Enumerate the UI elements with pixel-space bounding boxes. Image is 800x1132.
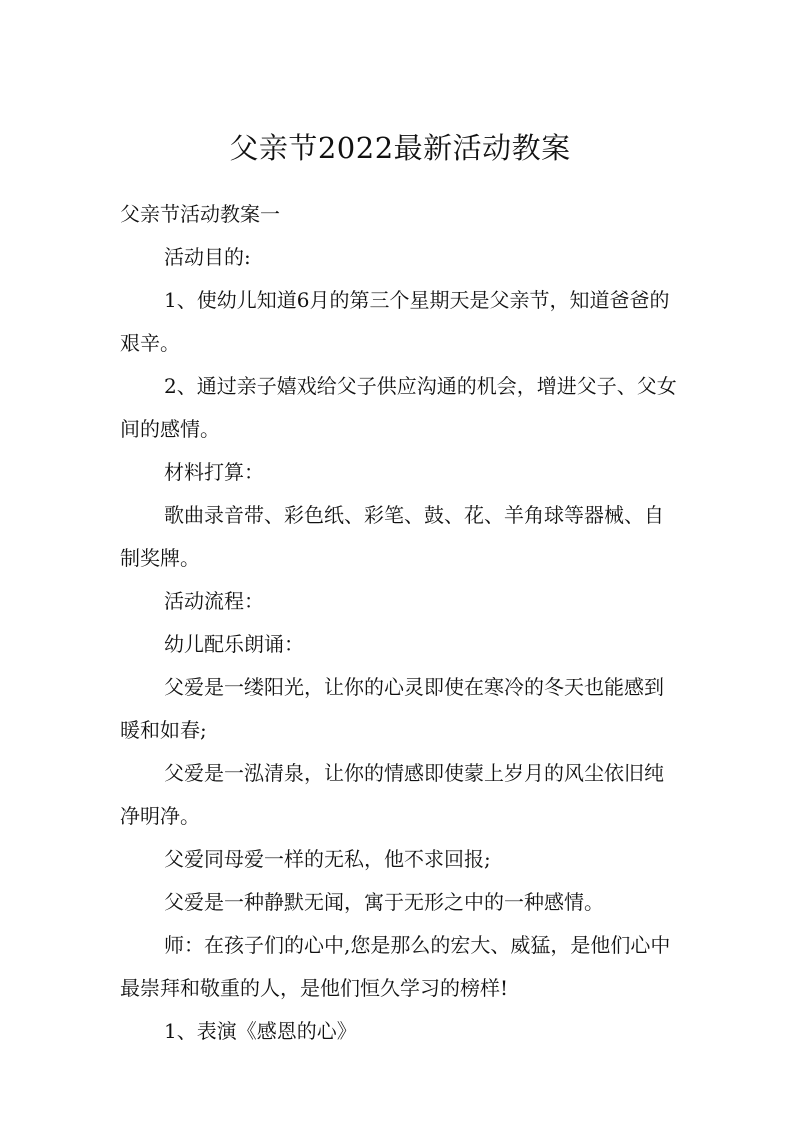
section-heading: 父亲节活动教案一	[120, 202, 280, 226]
paragraph-recitation-3: 父爱同母爱一样的无私，他不求回报;	[164, 847, 491, 871]
paragraph-recitation-2: 父爱是一泓清泉，让你的情感即使蒙上岁月的风尘依旧纯净明净。	[120, 761, 664, 828]
paragraph-activity-goal: 活动目的:	[164, 245, 251, 269]
paragraph-recitation-4: 父爱是一种静默无闻，寓于无形之中的一种感情。	[164, 890, 604, 914]
paragraph-teacher-speech: 师：在孩子们的心中,您是那么的宏大、威猛，是他们心中最崇拜和敬重的人，是他们恒久学习的榜样!	[120, 933, 671, 1000]
paragraph-materials-heading: 材料打算：	[164, 460, 264, 484]
paragraph-recitation-heading: 幼儿配乐朗诵：	[164, 632, 304, 656]
paragraph-materials-list: 歌曲录音带、彩色纸、彩笔、鼓、花、羊角球等器械、自制奖牌。	[120, 503, 664, 570]
paragraph-goal-1: 1、使幼儿知道6月的第三个星期天是父亲节，知道爸爸的艰辛。	[120, 288, 670, 355]
paragraph-process-heading: 活动流程：	[164, 589, 264, 613]
document-title: 父亲节2022最新活动教案	[229, 131, 571, 165]
document-body	[120, 193, 680, 1053]
paragraph-recitation-1: 父爱是一缕阳光，让你的心灵即使在寒冷的冬天也能感到暖和如春;	[120, 675, 664, 742]
paragraph-goal-2: 2、通过亲子嬉戏给父子供应沟通的机会，增进父子、父女间的感情。	[120, 374, 677, 441]
paragraph-performance: 1、表演《感恩的心》	[164, 1019, 357, 1043]
